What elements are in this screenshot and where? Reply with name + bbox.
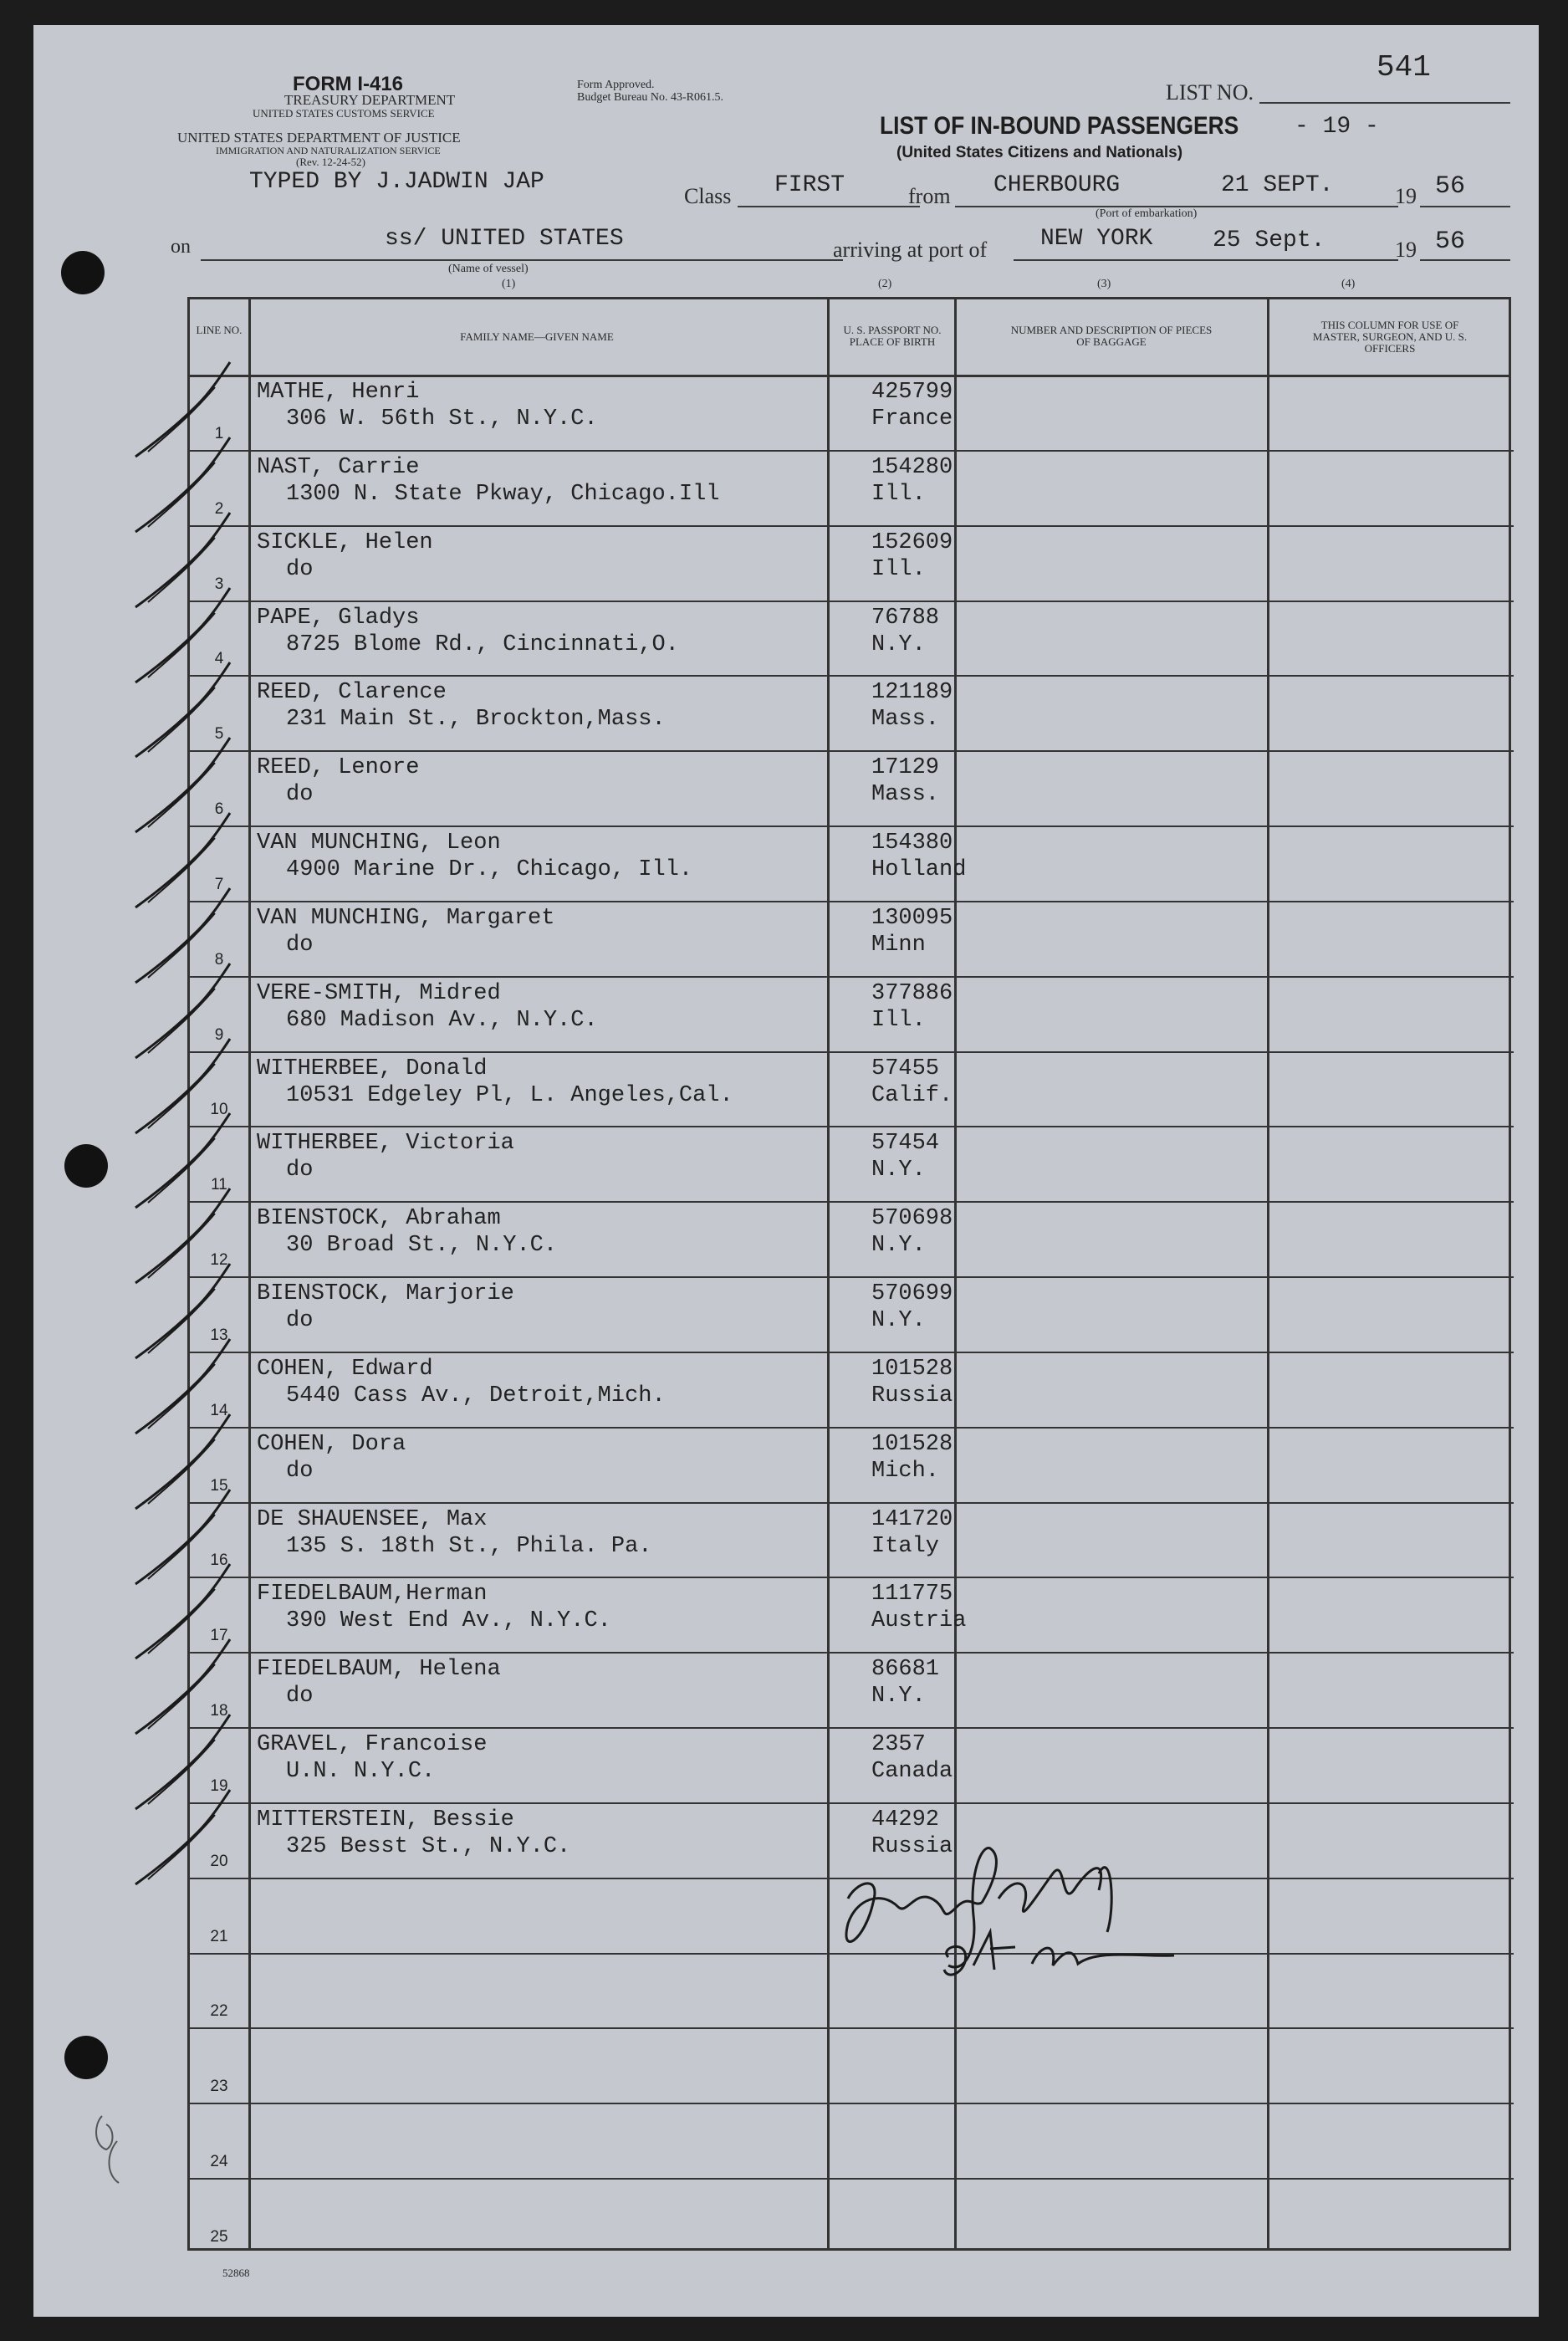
- arrival-year: 56: [1435, 227, 1466, 256]
- passenger-address: 135 S. 18th St., Phila. Pa.: [286, 1533, 652, 1559]
- passenger-address: 680 Madison Av., N.Y.C.: [286, 1007, 598, 1033]
- year-prefix-1: 19: [1395, 184, 1417, 208]
- col-header-name: FAMILY NAME—GIVEN NAME: [460, 330, 614, 343]
- table-row: [190, 1652, 1514, 1727]
- passenger-name: VAN MUNCHING, Margaret: [257, 905, 555, 931]
- passport-number: 57454: [871, 1131, 940, 1157]
- passport-number: 86681: [871, 1657, 940, 1683]
- line-number: 17: [210, 1627, 228, 1645]
- naturalization-service: IMMIGRATION AND NATURALIZATION SERVICE: [216, 145, 441, 156]
- line-number: 25: [210, 2227, 228, 2246]
- place-of-birth: N.Y.: [871, 1158, 926, 1183]
- passport-number: 111775: [871, 1582, 953, 1608]
- passenger-name: REED, Lenore: [257, 755, 420, 781]
- line-number: 14: [210, 1401, 228, 1419]
- place-of-birth: Italy: [871, 1533, 940, 1559]
- list-no-value: 541: [1376, 50, 1431, 84]
- line-number: 3: [214, 575, 224, 593]
- place-of-birth: Russia: [871, 1833, 953, 1859]
- vessel-caption: (Name of vessel): [448, 263, 529, 275]
- embarkation-date: 21 SEPT.: [1221, 172, 1334, 198]
- place-of-birth: N.Y.: [871, 1684, 926, 1710]
- table-row: [190, 1352, 1514, 1427]
- passenger-address: 231 Main St., Brockton,Mass.: [286, 707, 666, 733]
- passport-number: 152609: [871, 529, 953, 555]
- place-of-birth: Austria: [871, 1608, 967, 1634]
- passenger-address: do: [286, 1158, 314, 1183]
- passenger-name: SICKLE, Helen: [257, 529, 433, 555]
- passport-number: 154280: [871, 454, 953, 480]
- budget-bureau: Budget Bureau No. 43-R061.5.: [577, 91, 723, 104]
- port-embark-caption: (Port of embarkation): [1096, 207, 1198, 220]
- passport-number: 76788: [871, 605, 940, 631]
- passenger-address: 325 Besst St., N.Y.C.: [286, 1833, 571, 1859]
- place-of-birth: Canada: [871, 1759, 953, 1785]
- document-page: [33, 25, 1539, 2317]
- col-number-1: (1): [502, 278, 516, 290]
- list-title: LIST OF IN-BOUND PASSENGERS: [880, 112, 1239, 140]
- arrival-port: NEW YORK: [1040, 226, 1153, 252]
- place-of-birth: N.Y.: [871, 631, 926, 657]
- vessel-name: ss/ UNITED STATES: [385, 226, 624, 252]
- treasury-department: TREASURY DEPARTMENT: [284, 92, 456, 108]
- department-of-justice: UNITED STATES DEPARTMENT OF JUSTICE: [177, 130, 461, 146]
- list-no-label: LIST NO.: [1166, 80, 1254, 105]
- revision-date: (Rev. 12-24-52): [296, 156, 365, 168]
- line-number: 19: [210, 1776, 228, 1795]
- arrival-date: 25 Sept.: [1213, 227, 1325, 253]
- margin-pencil-mark: [85, 2108, 135, 2191]
- passenger-address: do: [286, 556, 314, 582]
- passenger-address: 1300 N. State Pkway, Chicago.Ill: [286, 481, 720, 507]
- passenger-name: WITHERBEE, Donald: [257, 1055, 488, 1081]
- col-number-2: (2): [878, 278, 892, 290]
- passenger-address: do: [286, 1308, 314, 1334]
- passenger-name: FIEDELBAUM,Herman: [257, 1582, 488, 1608]
- arriving-label: arriving at port of: [833, 238, 988, 262]
- print-code: 52868: [222, 2267, 250, 2279]
- line-number: 9: [214, 1025, 224, 1044]
- passenger-name: BIENSTOCK, Marjorie: [257, 1281, 514, 1307]
- table-row: [190, 601, 1514, 676]
- place-of-birth: Minn: [871, 932, 926, 958]
- passport-number: 121189: [871, 680, 953, 706]
- place-of-birth: Mass.: [871, 782, 940, 808]
- passenger-name: FIEDELBAUM, Helena: [257, 1657, 501, 1683]
- passport-number: 154380: [871, 831, 953, 856]
- place-of-birth: Holland: [871, 857, 967, 883]
- passenger-address: do: [286, 1458, 314, 1484]
- punch-hole-middle: [64, 1144, 108, 1188]
- passenger-address: 8725 Blome Rd., Cincinnati,O.: [286, 631, 679, 657]
- place-of-birth: Russia: [871, 1383, 953, 1408]
- embarkation-year: 56: [1435, 172, 1466, 201]
- line-number: 7: [214, 875, 224, 893]
- passport-number: 101528: [871, 1431, 953, 1457]
- passenger-name: WITHERBEE, Victoria: [257, 1131, 514, 1157]
- place-of-birth: Calif.: [871, 1082, 953, 1108]
- table-row: [190, 1051, 1514, 1127]
- line-number: 8: [214, 950, 224, 969]
- passenger-name: COHEN, Edward: [257, 1356, 433, 1382]
- place-of-birth: Ill.: [871, 556, 926, 582]
- table-row: [190, 2103, 1514, 2178]
- table-row: [190, 1201, 1514, 1276]
- table-row: [190, 1727, 1514, 1802]
- place-of-birth: N.Y.: [871, 1233, 926, 1259]
- line-number: 16: [210, 1551, 228, 1570]
- passenger-name: COHEN, Dora: [257, 1431, 406, 1457]
- passport-number: 141720: [871, 1506, 953, 1532]
- col-header-passport: U. S. PASSPORT NO. PLACE OF BIRTH: [843, 324, 942, 348]
- passenger-address: 390 West End Av., N.Y.C.: [286, 1608, 611, 1634]
- table-row: [190, 450, 1514, 525]
- passport-number: 377886: [871, 980, 953, 1006]
- place-of-birth: France: [871, 406, 953, 432]
- passport-number: 570699: [871, 1281, 953, 1307]
- passenger-address: 4900 Marine Dr., Chicago, Ill.: [286, 857, 693, 883]
- line-number: 12: [210, 1251, 228, 1270]
- form-approved: Form Approved.: [577, 79, 655, 91]
- typed-by: TYPED BY J.JADWIN JAP: [249, 169, 544, 195]
- passenger-name: MITTERSTEIN, Bessie: [257, 1807, 514, 1832]
- vessel-rule: [201, 259, 843, 261]
- passenger-name: VERE-SMITH, Midred: [257, 980, 501, 1006]
- passenger-address: U.N. N.Y.C.: [286, 1759, 436, 1785]
- passenger-address: 5440 Cass Av., Detroit,Mich.: [286, 1383, 666, 1408]
- table-row: [190, 2178, 1514, 2253]
- passenger-name: VAN MUNCHING, Leon: [257, 831, 501, 856]
- year-prefix-2: 19: [1395, 238, 1417, 262]
- passenger-address: do: [286, 782, 314, 808]
- passport-number: 101528: [871, 1356, 953, 1382]
- col-number-4: (4): [1341, 278, 1356, 290]
- customs-service: UNITED STATES CUSTOMS SERVICE: [253, 107, 435, 120]
- port-of-embarkation: CHERBOURG: [993, 172, 1121, 198]
- table-row: [190, 750, 1514, 825]
- table-row: [190, 1502, 1514, 1577]
- handwritten-signature: [823, 1823, 1274, 2007]
- table-row: [190, 825, 1514, 901]
- table-row: [190, 1577, 1514, 1652]
- punch-hole-top: [61, 251, 105, 294]
- passenger-address: 30 Broad St., N.Y.C.: [286, 1233, 558, 1259]
- class-rule: [738, 206, 920, 207]
- passenger-address: do: [286, 932, 314, 958]
- place-of-birth: Mass.: [871, 707, 940, 733]
- line-number: 21: [210, 1927, 228, 1945]
- form-id: FORM I-416: [293, 73, 404, 95]
- line-number: 10: [210, 1101, 228, 1119]
- passport-number: 2357: [871, 1732, 926, 1758]
- passport-number: 425799: [871, 380, 953, 405]
- from-label: from: [908, 184, 951, 208]
- line-number: 13: [210, 1326, 228, 1344]
- col-number-3: (3): [1097, 278, 1111, 290]
- passport-number: 570698: [871, 1206, 953, 1232]
- line-number: 24: [210, 2153, 228, 2171]
- year-rule-1: [1420, 206, 1510, 207]
- class-label: Class: [684, 184, 732, 208]
- line-number: 5: [214, 725, 224, 744]
- passenger-name: PAPE, Gladys: [257, 605, 420, 631]
- passport-number: 44292: [871, 1807, 940, 1832]
- col-header-line-no: LINE NO.: [196, 324, 243, 336]
- passenger-address: 306 W. 56th St., N.Y.C.: [286, 406, 598, 432]
- passenger-name: DE SHAUENSEE, Max: [257, 1506, 488, 1532]
- list-title-suffix: - 19 -: [1295, 114, 1379, 140]
- col-header-officers: THIS COLUMN FOR USE OF MASTER, SURGEON, AND U. S. OFFICERS: [1312, 319, 1468, 355]
- on-label: on: [171, 236, 191, 258]
- table-row: [190, 976, 1514, 1051]
- passport-number: 57455: [871, 1055, 940, 1081]
- passenger-address: 10531 Edgeley Pl, L. Angeles,Cal.: [286, 1082, 733, 1108]
- passenger-name: BIENSTOCK, Abraham: [257, 1206, 501, 1232]
- line-number: 18: [210, 1702, 228, 1720]
- year-rule-2: [1420, 259, 1510, 261]
- line-number: 11: [211, 1176, 227, 1194]
- arrival-rule: [1014, 259, 1398, 261]
- passenger-name: REED, Clarence: [257, 680, 447, 706]
- passenger-address: do: [286, 1684, 314, 1710]
- table-row: [190, 525, 1514, 601]
- list-no-rule: [1259, 102, 1510, 104]
- line-number: 2: [214, 499, 224, 518]
- passport-number: 130095: [871, 905, 953, 931]
- table-row: [190, 375, 1514, 450]
- table-row: [190, 1276, 1514, 1352]
- passenger-name: NAST, Carrie: [257, 454, 420, 480]
- place-of-birth: Ill.: [871, 1007, 926, 1033]
- line-number: 23: [210, 2078, 228, 2096]
- list-subtitle: (United States Citizens and Nationals): [896, 144, 1183, 161]
- place-of-birth: Mich.: [871, 1458, 940, 1484]
- line-number: 22: [210, 2002, 228, 2021]
- table-row: [190, 901, 1514, 976]
- line-number: 20: [210, 1852, 228, 1870]
- table-row: [190, 1126, 1514, 1201]
- col-header-baggage: NUMBER AND DESCRIPTION OF PIECES OF BAGGAGE: [1010, 324, 1213, 348]
- place-of-birth: N.Y.: [871, 1308, 926, 1334]
- table-row: [190, 675, 1514, 750]
- line-number: 1: [214, 424, 224, 442]
- line-number: 4: [214, 650, 224, 668]
- class-value: FIRST: [774, 172, 845, 198]
- passport-number: 17129: [871, 755, 940, 781]
- punch-hole-bottom: [64, 2036, 108, 2079]
- place-of-birth: Ill.: [871, 481, 926, 507]
- passenger-name: MATHE, Henri: [257, 380, 420, 405]
- table-row: [190, 2027, 1514, 2103]
- table-row: [190, 1427, 1514, 1502]
- line-number: 15: [210, 1476, 228, 1495]
- line-number: 6: [214, 800, 224, 819]
- passenger-name: GRAVEL, Francoise: [257, 1732, 488, 1758]
